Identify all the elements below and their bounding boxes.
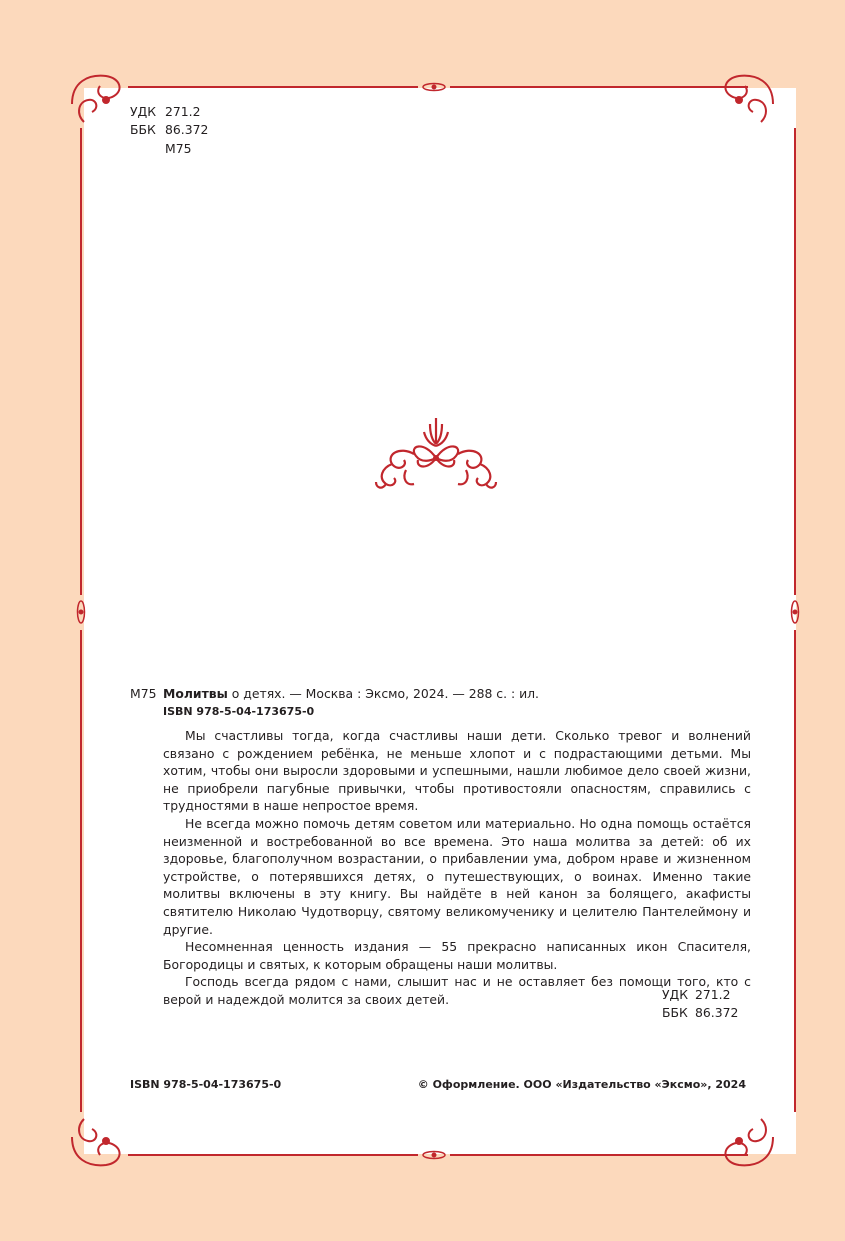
abstract <box>163 727 751 1009</box>
udk-value: 271.2 <box>165 104 201 119</box>
bbk-label: ББК <box>662 1004 688 1020</box>
abstract-paragraph: Мы счастливы тогда, когда счастливы наши дети. Сколько тревог и волнений связано с рождением ребёнка, не меньше хлопот и с подрастающими детьми. Мы хотим, чтобы они выросли здоровыми и успешными, нашли любимое дело своей жизни, не приобрели пагубные привычки, чтобы противостояли опасностям, справились с трудностями в наше непростое время. <box>163 728 751 814</box>
abstract-paragraph: Господь всегда рядом с нами, слышит нас и не оставляет без помощи того, кто с верой и надеждой молится за своих детей. <box>163 974 751 1007</box>
udk-value: 271.2 <box>695 987 731 1002</box>
footer-copyright: © Оформление. ООО «Издательство «Эксмо», 2024 <box>417 1078 746 1091</box>
udk-label: УДК <box>130 104 157 119</box>
entry-code: М75 <box>130 686 157 701</box>
bbk-value: 86.372 <box>695 1004 739 1020</box>
entry-title: Молитвы <box>163 686 228 701</box>
footer-isbn: ISBN 978-5-04-173675-0 <box>130 1078 282 1091</box>
center-ornament-icon <box>372 410 500 494</box>
abstract-paragraph: Не всегда можно помочь детям советом или материально. Но одна помощь остаётся неизменной и востребованной во все времена. Это наша молитва за детей: об их здоровье, благополучном возрастании, о прибавлении ума, добром нраве и жизненном устройстве, о потерявшихся детях, о путешествующих, о воинах. Именно такие молитвы включены в эту книгу. Вы найдёте в ней канон за болящего, акафисты святителю Николаю Чудотворцу, святому великомученику и целителю Пантелеймону и другие. <box>163 815 751 937</box>
classification-block-top <box>130 103 208 158</box>
bbk-value: 86.372 <box>165 122 209 138</box>
abstract-paragraph: Несомненная ценность издания — 55 прекрасно написанных икон Спасителя, Богородицы и святых, к которым обращены наши молитвы. <box>163 939 751 972</box>
entry-isbn: ISBN 978-5-04-173675-0 <box>163 705 315 718</box>
bibliographic-entry <box>130 685 750 721</box>
bbk-label: ББК <box>130 122 156 138</box>
udk-label: УДК <box>662 987 689 1002</box>
classification-block-bottom <box>662 986 738 1021</box>
entry-details: о детях. — Москва : Эксмо, 2024. — 288 с. : ил. <box>227 686 539 701</box>
author-sign: М75 <box>165 140 192 156</box>
